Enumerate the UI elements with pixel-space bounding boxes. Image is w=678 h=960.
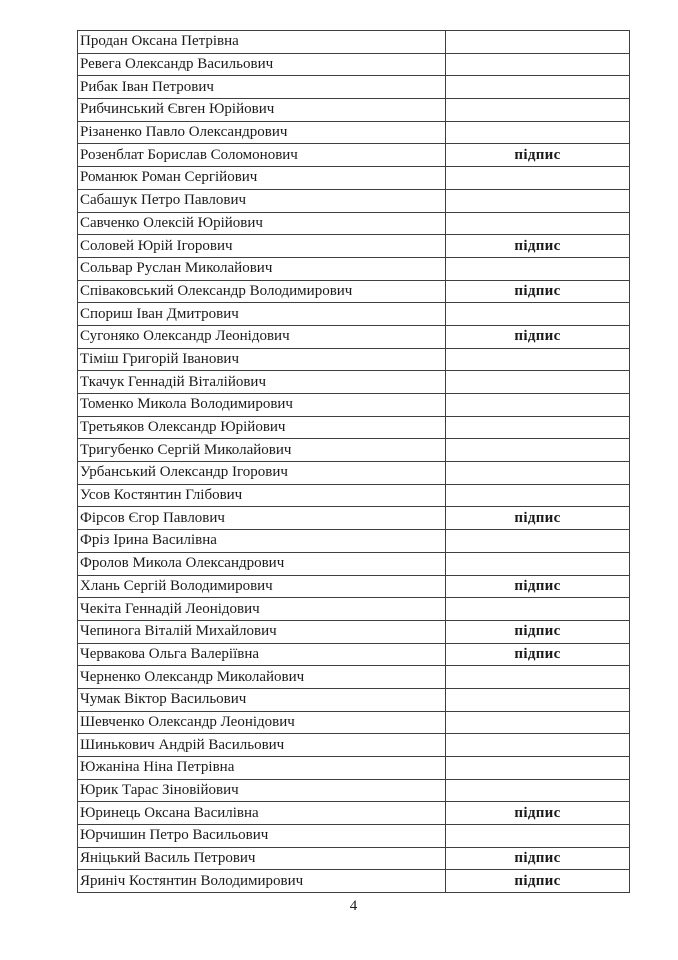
table-row <box>78 825 629 848</box>
signature-cell <box>446 190 629 212</box>
signature-cell <box>446 303 629 325</box>
table-row <box>78 644 629 667</box>
name-cell: Сабашук Петро Павлович <box>78 190 446 212</box>
signature-cell: підпис <box>514 282 561 299</box>
name-cell: Южаніна Ніна Петрівна <box>78 757 446 779</box>
name-cell: Черненко Олександр Миколайович <box>78 666 446 688</box>
table-row <box>78 621 629 644</box>
signature-cell: підпис <box>514 237 561 254</box>
name-cell: Рибчинський Євген Юрійович <box>78 99 446 121</box>
table-row <box>78 576 629 599</box>
name-cell: Юрчишин Петро Васильович <box>78 825 446 847</box>
table-row <box>78 734 629 757</box>
page-number: 4 <box>349 898 358 914</box>
signature-cell: підпис <box>514 509 561 526</box>
signature-cell: підпис <box>514 328 561 345</box>
signature-cell <box>446 462 629 484</box>
signature-cell <box>446 31 629 53</box>
table-row <box>78 258 629 281</box>
signature-cell <box>446 439 629 461</box>
name-cell: Фріз Ірина Василівна <box>78 530 446 552</box>
name-cell: Чекіта Геннадій Леонідович <box>78 598 446 620</box>
table-row <box>78 213 629 236</box>
signature-cell <box>446 712 629 734</box>
signature-cell <box>446 417 629 439</box>
table-row <box>78 281 629 304</box>
name-cell: Фролов Микола Олександрович <box>78 553 446 575</box>
signature-cell <box>446 530 629 552</box>
table-row <box>78 76 629 99</box>
table-row <box>78 167 629 190</box>
table-row <box>78 54 629 77</box>
name-cell: Соловей Юрій Ігорович <box>78 235 446 257</box>
name-cell: Третьяков Олександр Юрійович <box>78 417 446 439</box>
table-row <box>78 870 629 892</box>
signature-cell <box>446 666 629 688</box>
table-row <box>78 530 629 553</box>
name-cell: Ревега Олександр Васильович <box>78 54 446 76</box>
signature-cell <box>446 99 629 121</box>
table-row <box>78 439 629 462</box>
signature-cell: підпис <box>514 645 561 662</box>
name-cell: Усов Костянтин Глібович <box>78 485 446 507</box>
name-cell: Сольвар Руслан Миколайович <box>78 258 446 280</box>
signature-cell: підпис <box>514 146 561 163</box>
table-row <box>78 712 629 735</box>
name-cell: Рибак Іван Петрович <box>78 76 446 98</box>
name-cell: Юринець Оксана Василівна <box>78 802 446 824</box>
signature-cell: підпис <box>514 623 561 640</box>
table-row <box>78 99 629 122</box>
table-row <box>78 122 629 145</box>
table-row <box>78 190 629 213</box>
signature-cell <box>446 553 629 575</box>
table-row <box>78 394 629 417</box>
signature-cell: підпис <box>514 577 561 594</box>
name-cell: Яриніч Костянтин Володимирович <box>78 870 446 892</box>
name-cell: Сугоняко Олександр Леонідович <box>78 326 446 348</box>
signature-cell <box>446 349 629 371</box>
table-row <box>78 553 629 576</box>
table-row <box>78 31 629 54</box>
signature-table <box>77 30 630 893</box>
table-row <box>78 689 629 712</box>
name-cell: Тригубенко Сергій Миколайович <box>78 439 446 461</box>
table-row <box>78 507 629 530</box>
table-row <box>78 417 629 440</box>
signature-cell: підпис <box>514 850 561 867</box>
name-cell: Романюк Роман Сергійович <box>78 167 446 189</box>
signature-cell: підпис <box>514 804 561 821</box>
name-cell: Урбанський Олександр Ігорович <box>78 462 446 484</box>
signature-cell <box>446 734 629 756</box>
name-cell: Юрик Тарас Зіновійович <box>78 780 446 802</box>
name-cell: Хлань Сергій Володимирович <box>78 576 446 598</box>
name-cell: Продан Оксана Петрівна <box>78 31 446 53</box>
name-cell: Чумак Віктор Васильович <box>78 689 446 711</box>
table-row <box>78 780 629 803</box>
signature-cell <box>446 780 629 802</box>
table-row <box>78 462 629 485</box>
table-row <box>78 371 629 394</box>
signature-cell <box>446 689 629 711</box>
signature-cell <box>446 122 629 144</box>
table-row <box>78 598 629 621</box>
signature-cell <box>446 76 629 98</box>
table-row <box>78 485 629 508</box>
name-cell: Тіміш Григорій Іванович <box>78 349 446 371</box>
signature-cell: підпис <box>514 872 561 889</box>
name-cell: Яніцький Василь Петрович <box>78 848 446 870</box>
table-row <box>78 757 629 780</box>
signature-cell <box>446 167 629 189</box>
signature-cell <box>446 485 629 507</box>
signature-cell <box>446 757 629 779</box>
table-row <box>78 303 629 326</box>
table-row <box>78 349 629 372</box>
name-cell: Розенблат Борислав Соломонович <box>78 144 446 166</box>
name-cell: Фірсов Єгор Павлович <box>78 507 446 529</box>
signature-cell <box>446 598 629 620</box>
signature-cell <box>446 394 629 416</box>
name-cell: Чепинога Віталій Михайлович <box>78 621 446 643</box>
signature-cell <box>446 825 629 847</box>
name-cell: Спориш Іван Дмитрович <box>78 303 446 325</box>
name-cell: Співаковський Олександр Володимирович <box>78 281 446 303</box>
name-cell: Різаненко Павло Олександрович <box>78 122 446 144</box>
name-cell: Червакова Ольга Валеріївна <box>78 644 446 666</box>
name-cell: Томенко Микола Володимирович <box>78 394 446 416</box>
name-cell: Савченко Олексій Юрійович <box>78 213 446 235</box>
name-cell: Шевченко Олександр Леонідович <box>78 712 446 734</box>
table-row <box>78 666 629 689</box>
table-row <box>78 144 629 167</box>
name-cell: Шинькович Андрій Васильович <box>78 734 446 756</box>
signature-cell <box>446 54 629 76</box>
table-row <box>78 802 629 825</box>
name-cell: Ткачук Геннадій Віталійович <box>78 371 446 393</box>
table-row <box>78 235 629 258</box>
table-row <box>78 326 629 349</box>
signature-cell <box>446 213 629 235</box>
signature-cell <box>446 371 629 393</box>
table-row <box>78 848 629 871</box>
signature-cell <box>446 258 629 280</box>
